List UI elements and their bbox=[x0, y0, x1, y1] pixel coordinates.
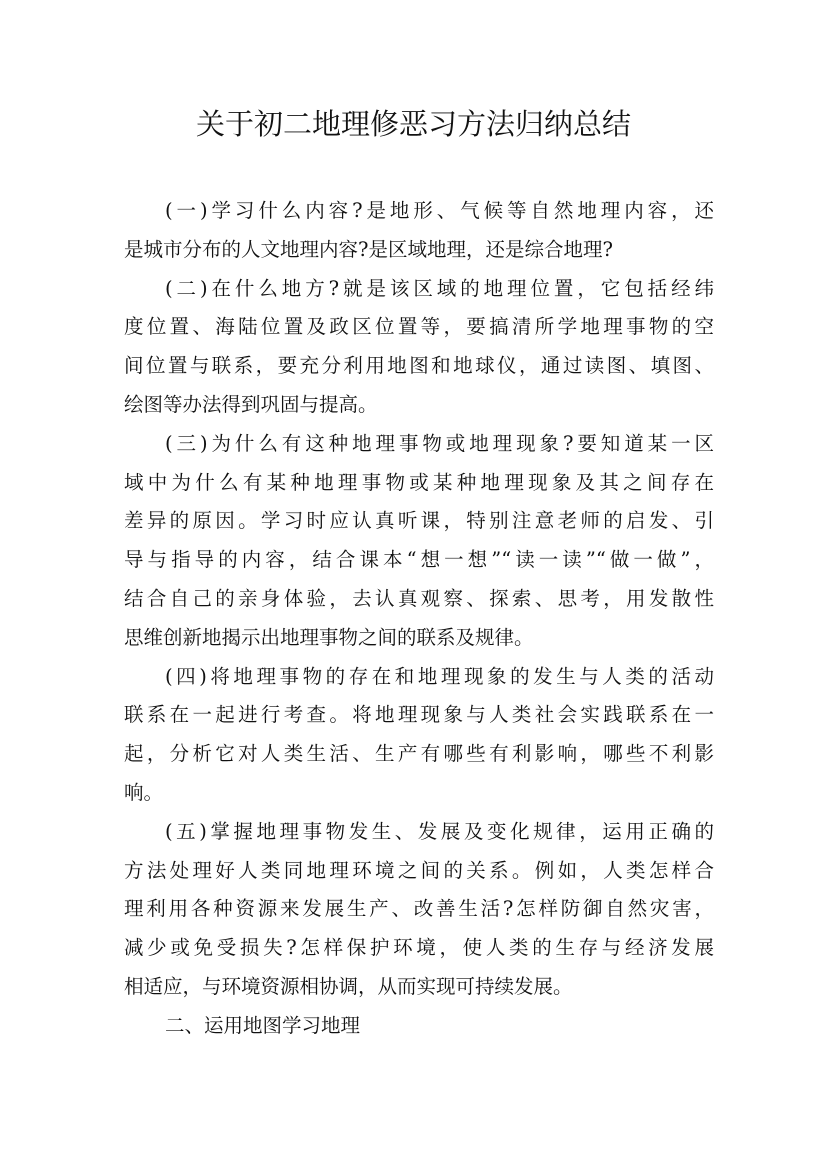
section-heading-text: 二、运用地图学习地理 bbox=[165, 1013, 361, 1037]
paragraph-2 bbox=[124, 270, 714, 425]
paragraph-line: 度位置、海陆位置及政区位置等，要搞清所学地理事物的空 bbox=[124, 315, 714, 339]
paragraph-line: 理利用各种资源来发展生产、改善生活?怎样防御自然灾害， bbox=[124, 897, 714, 921]
paragraph-line: 绘图等办法得到巩固与提高。 bbox=[124, 392, 378, 416]
paragraph-line: (五)掌握地理事物发生、发展及变化规律，运用正确的 bbox=[165, 819, 714, 843]
paragraph-line: 导与指导的内容，结合课本“想一想”“读一读”“做一做”， bbox=[124, 548, 714, 572]
paragraph-4 bbox=[124, 658, 714, 813]
paragraph-line: 相适应，与环境资源相协调，从而实现可持续发展。 bbox=[124, 974, 573, 998]
paragraph-line: 间位置与联系，要充分利用地图和地球仪，通过读图、填图、 bbox=[124, 354, 714, 378]
paragraph-line: (三)为什么有这种地理事物或地理现象?要知道某一区 bbox=[165, 431, 714, 455]
paragraph-line: (四)将地理事物的存在和地理现象的发生与人类的活动 bbox=[165, 664, 714, 688]
paragraph-1 bbox=[124, 192, 714, 270]
document-body bbox=[124, 192, 714, 1046]
section-heading bbox=[124, 1007, 714, 1046]
paragraph-line: 域中为什么有某种地理事物或某种地理现象及其之间存在 bbox=[124, 470, 714, 494]
paragraph-line: 方法处理好人类同地理环境之间的关系。例如，人类怎样合 bbox=[124, 858, 714, 882]
paragraph-line: 结合自己的亲身体验，去认真观察、探索、思考，用发散性 bbox=[124, 586, 714, 610]
paragraph-3 bbox=[124, 425, 714, 658]
paragraph-line: 思维创新地揭示出地理事物之间的联系及规律。 bbox=[124, 625, 534, 649]
document-title: 关于初二地理修恶习方法归纳总结 bbox=[195, 107, 631, 141]
paragraph-5 bbox=[124, 813, 714, 1007]
paragraph-line: 减少或免受损失?怎样保护环境，使人类的生存与经济发展 bbox=[124, 936, 714, 960]
paragraph-line: 差异的原因。学习时应认真听课，特别注意老师的启发、引 bbox=[124, 509, 714, 533]
paragraph-line: 响。 bbox=[124, 780, 164, 804]
paragraph-line: 起，分析它对人类生活、生产有哪些有利影响，哪些不利影 bbox=[124, 742, 714, 766]
paragraph-line: (一)学习什么内容?是地形、气候等自然地理内容，还 bbox=[165, 199, 714, 222]
paragraph-line: 是城市分布的人文地理内容?是区域地理，还是综合地理? bbox=[124, 237, 613, 261]
paragraph-line: 联系在一起进行考查。将地理现象与人类社会实践联系在一 bbox=[124, 703, 714, 727]
paragraph-line: (二)在什么地方?就是该区域的地理位置，它包括经纬 bbox=[165, 276, 714, 300]
